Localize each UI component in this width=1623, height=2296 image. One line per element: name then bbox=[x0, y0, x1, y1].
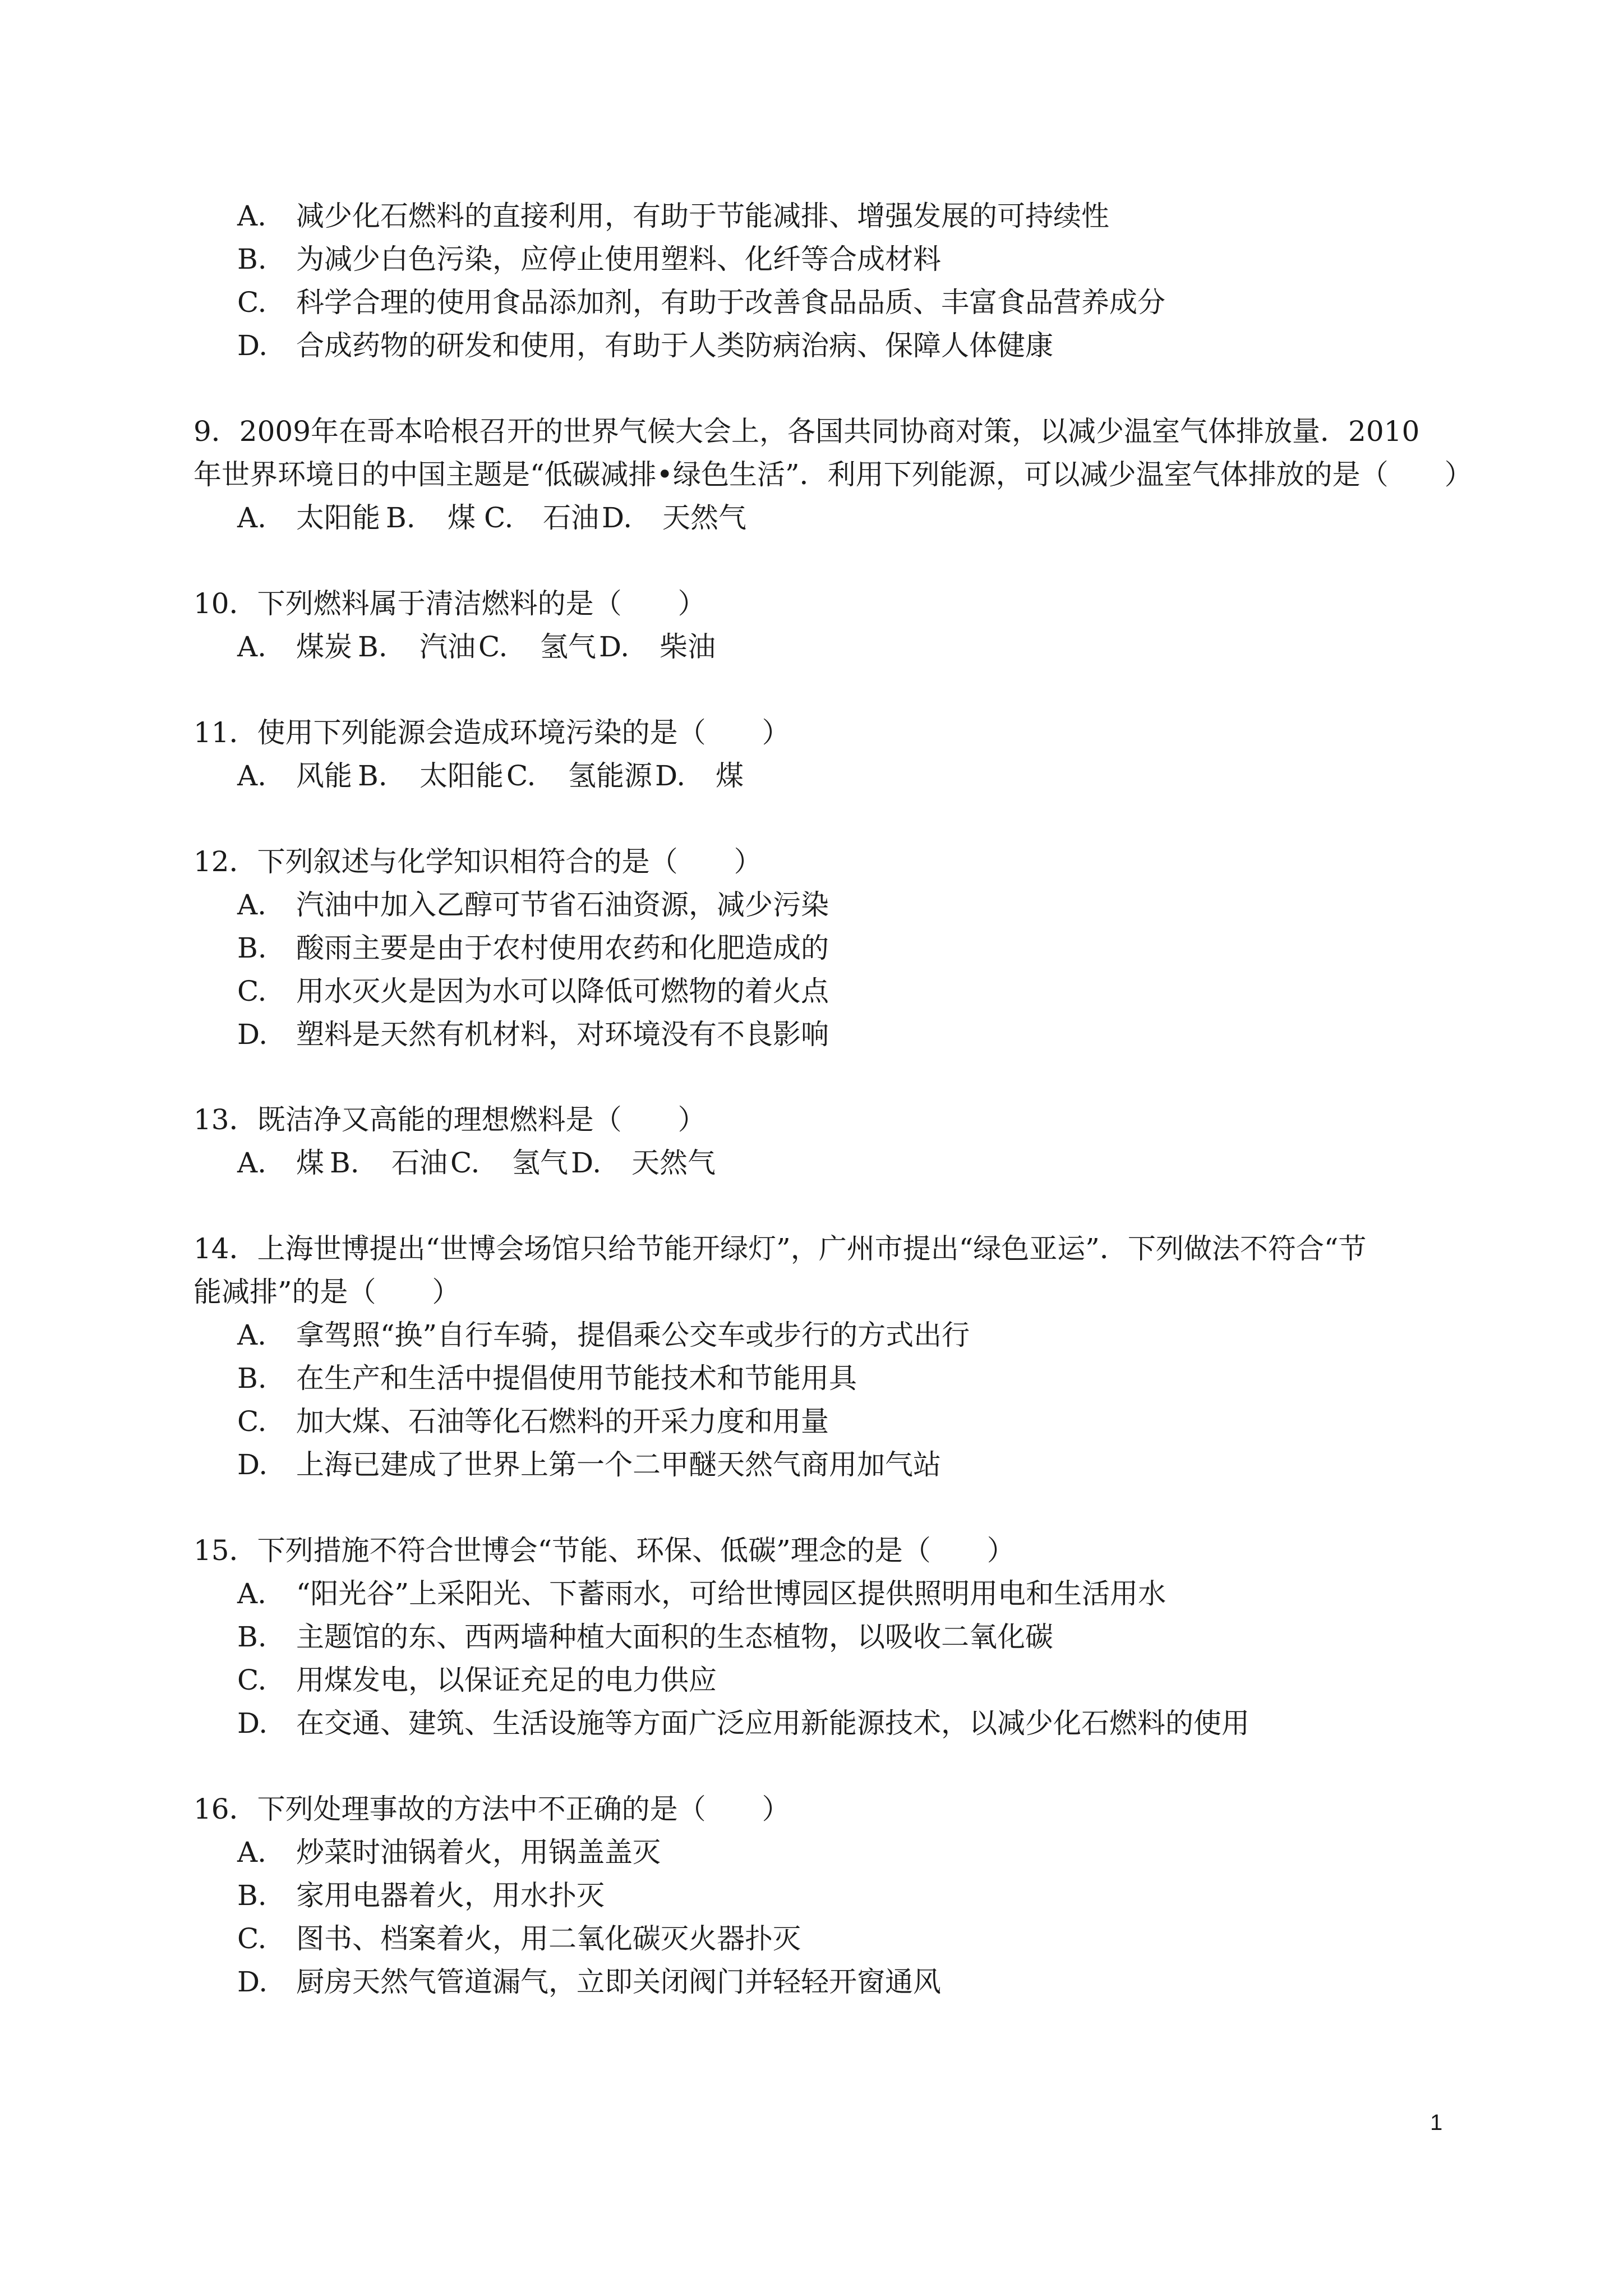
option-letter: D. bbox=[237, 1966, 268, 1998]
option-letter: B. bbox=[237, 932, 267, 964]
option-text: 用水灭火是因为水可以降低可燃物的着火点 bbox=[296, 975, 829, 1007]
q9-stem-line1: 9．2009年在哥本哈根召开的世界气候大会上，各国共同协商对策，以减少温室气体排放量．2010 bbox=[193, 415, 1420, 448]
q13-stem: 13．既洁净又高能的理想燃料是（ ） bbox=[193, 1103, 706, 1136]
option-letter: B. bbox=[237, 1362, 267, 1395]
q8-option-a bbox=[237, 195, 1109, 237]
q9-option-d bbox=[602, 496, 746, 539]
option-letter: C. bbox=[506, 760, 536, 792]
q9-stem-line2: 年世界环境日的中国主题是“低碳减排•绿色生活”．利用下列能源，可以减少温室气体排放的是（ ） bbox=[193, 458, 1473, 491]
option-letter: A. bbox=[237, 1147, 267, 1179]
q15-option-a bbox=[237, 1572, 1166, 1615]
option-text: 煤 bbox=[296, 1147, 324, 1179]
q9-option-b bbox=[386, 496, 484, 539]
q15-stem: 15．下列措施不符合世博会“节能、环保、低碳”理念的是（ ） bbox=[193, 1534, 1015, 1567]
option-letter: A. bbox=[237, 889, 267, 921]
q16-option-b bbox=[237, 1874, 605, 1917]
q13-option-c bbox=[450, 1142, 571, 1184]
q8-option-b bbox=[237, 238, 941, 280]
q11-option-c bbox=[506, 754, 655, 797]
option-text: 主题馆的东、西两墙种植大面积的生态植物，以吸收二氧化碳 bbox=[296, 1621, 1053, 1653]
q14-option-b bbox=[237, 1357, 857, 1400]
option-letter: B. bbox=[358, 760, 388, 792]
option-letter: C. bbox=[478, 631, 508, 663]
q14-stem-line2: 能减排”的是（ ） bbox=[193, 1276, 460, 1308]
q16-option-a bbox=[237, 1831, 661, 1874]
option-letter: C. bbox=[237, 286, 267, 319]
option-letter: C. bbox=[237, 975, 267, 1007]
option-text: 酸雨主要是由于农村使用农药和化肥造成的 bbox=[296, 932, 829, 964]
option-letter: D. bbox=[237, 1448, 268, 1481]
option-text: 塑料是天然有机材料，对环境没有不良影响 bbox=[296, 1018, 829, 1051]
option-text: 上海已建成了世界上第一个二甲醚天然气商用加气站 bbox=[296, 1448, 941, 1481]
q10-option-a bbox=[237, 625, 358, 668]
q16-stem: 16．下列处理事故的方法中不正确的是（ ） bbox=[193, 1793, 790, 1825]
option-text: 煤炭 bbox=[296, 631, 352, 663]
option-letter: D. bbox=[602, 501, 633, 534]
option-letter: C. bbox=[237, 1664, 267, 1696]
option-text: 为减少白色污染，应停止使用塑料、化纤等合成材料 bbox=[296, 243, 941, 275]
option-letter: C. bbox=[484, 501, 514, 534]
option-letter: A. bbox=[237, 631, 267, 663]
option-letter: B. bbox=[237, 1621, 267, 1653]
option-letter: D. bbox=[237, 329, 268, 362]
q11-option-b bbox=[358, 754, 506, 797]
option-letter: B. bbox=[386, 501, 416, 534]
q14-option-d bbox=[237, 1443, 941, 1486]
option-letter: D. bbox=[599, 631, 630, 663]
option-text: 合成药物的研发和使用，有助于人类防病治病、保障人体健康 bbox=[296, 329, 1053, 362]
option-text: 在生产和生活中提倡使用节能技术和节能用具 bbox=[296, 1362, 857, 1395]
q11-options bbox=[237, 754, 744, 797]
option-text: 图书、档案着火，用二氧化碳灭火器扑灭 bbox=[296, 1922, 801, 1955]
option-letter: C. bbox=[450, 1147, 480, 1179]
q14-option-c bbox=[237, 1400, 829, 1443]
option-text: 家用电器着火，用水扑灭 bbox=[296, 1879, 605, 1912]
option-text: 加大煤、石油等化石燃料的开采力度和用量 bbox=[296, 1405, 829, 1438]
q15-option-b bbox=[237, 1616, 1053, 1658]
option-letter: B. bbox=[237, 1879, 267, 1912]
option-letter: B. bbox=[237, 243, 267, 275]
option-text: 煤 bbox=[448, 501, 476, 534]
q10-option-d bbox=[599, 625, 716, 668]
q11-option-a bbox=[237, 754, 358, 797]
option-text: 氢气 bbox=[512, 1147, 568, 1179]
option-letter: D. bbox=[237, 1018, 268, 1051]
option-text: 在交通、建筑、生活设施等方面广泛应用新能源技术，以减少化石燃料的使用 bbox=[296, 1707, 1249, 1740]
option-text: 氢能源 bbox=[568, 760, 652, 792]
q10-options bbox=[237, 625, 716, 668]
q13-option-d bbox=[571, 1142, 716, 1184]
option-text: 柴油 bbox=[660, 631, 716, 663]
q9-options bbox=[237, 496, 746, 539]
q8-option-d bbox=[237, 324, 1053, 367]
q12-option-d bbox=[237, 1013, 829, 1056]
q11-option-d bbox=[655, 754, 744, 797]
q12-stem: 12．下列叙述与化学知识相符合的是（ ） bbox=[193, 845, 762, 878]
option-text: 石油 bbox=[391, 1147, 448, 1179]
q15-option-d bbox=[237, 1702, 1249, 1745]
option-letter: A. bbox=[237, 1319, 267, 1351]
q14-stem-line1: 14．上海世博提出“世博会场馆只给节能开绿灯”，广州市提出“绿色亚运”．下列做法不符合“节 bbox=[193, 1232, 1367, 1265]
option-text: 风能 bbox=[296, 760, 352, 792]
option-text: 汽油 bbox=[419, 631, 476, 663]
option-letter: D. bbox=[655, 760, 686, 792]
option-text: 厨房天然气管道漏气，立即关闭阀门并轻轻开窗通风 bbox=[296, 1966, 941, 1998]
option-text: 煤 bbox=[716, 760, 744, 792]
option-text: 汽油中加入乙醇可节省石油资源，减少污染 bbox=[296, 889, 829, 921]
option-text: 用煤发电，以保证充足的电力供应 bbox=[296, 1664, 717, 1696]
option-text: 太阳能 bbox=[419, 760, 504, 792]
q16-option-c bbox=[237, 1917, 801, 1960]
option-letter: B. bbox=[330, 1147, 359, 1179]
option-text: 拿驾照“换”自行车骑，提倡乘公交车或步行的方式出行 bbox=[296, 1319, 970, 1351]
q13-option-a bbox=[237, 1142, 330, 1184]
option-letter: A. bbox=[237, 200, 267, 232]
q15-option-c bbox=[237, 1659, 717, 1701]
option-letter: C. bbox=[237, 1405, 267, 1438]
option-letter: D. bbox=[237, 1707, 268, 1740]
q11-stem: 11．使用下列能源会造成环境污染的是（ ） bbox=[193, 716, 790, 749]
q10-option-c bbox=[478, 625, 599, 668]
q12-option-b bbox=[237, 927, 829, 969]
page-number: 1 bbox=[1430, 2110, 1443, 2135]
q16-option-d bbox=[237, 1961, 941, 2003]
q8-option-c bbox=[237, 281, 1165, 324]
option-letter: B. bbox=[358, 631, 388, 663]
q14-option-a bbox=[237, 1314, 970, 1356]
option-letter: A. bbox=[237, 501, 267, 534]
q13-options bbox=[237, 1142, 716, 1184]
option-text: 石油 bbox=[543, 501, 599, 534]
q10-option-b bbox=[358, 625, 478, 668]
option-text: 减少化石燃料的直接利用，有助于节能减排、增强发展的可持续性 bbox=[296, 200, 1109, 232]
q9-option-c bbox=[484, 496, 602, 539]
option-text: “阳光谷”上采阳光、下蓄雨水，可给世博园区提供照明用电和生活用水 bbox=[296, 1577, 1166, 1610]
option-letter: A. bbox=[237, 1836, 267, 1869]
q9-option-a bbox=[237, 496, 386, 539]
option-letter: D. bbox=[571, 1147, 602, 1179]
option-text: 炒菜时油锅着火，用锅盖盖灭 bbox=[296, 1836, 661, 1869]
q12-option-c bbox=[237, 970, 829, 1013]
option-text: 天然气 bbox=[631, 1147, 716, 1179]
option-text: 天然气 bbox=[662, 501, 746, 534]
option-text: 太阳能 bbox=[296, 501, 380, 534]
q12-option-a bbox=[237, 884, 829, 926]
option-letter: C. bbox=[237, 1922, 267, 1955]
option-text: 科学合理的使用食品添加剂，有助于改善食品品质、丰富食品营养成分 bbox=[296, 286, 1165, 319]
q13-option-b bbox=[330, 1142, 450, 1184]
q10-stem: 10．下列燃料属于清洁燃料的是（ ） bbox=[193, 587, 706, 620]
option-letter: A. bbox=[237, 1577, 267, 1610]
option-text: 氢气 bbox=[540, 631, 596, 663]
option-letter: A. bbox=[237, 760, 267, 792]
